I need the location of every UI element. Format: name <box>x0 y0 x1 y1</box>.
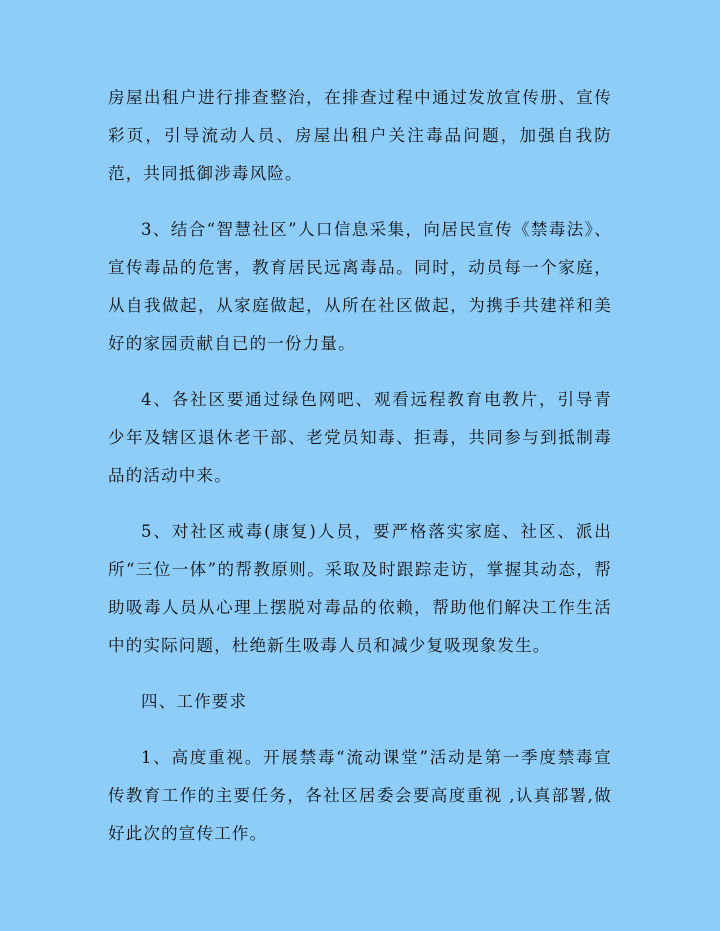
paragraph-item-3: 3、结合“智慧社区”人口信息采集，向居民宣传《禁毒法》、宣传毒品的危害，教育居民远离毒品。同时，动员每一个家庭，从自我做起，从家庭做起，从所在社区做起，为携手共建祥和美好的家园贡献自已的一份力量。 <box>108 220 612 353</box>
paragraph-item-5: 5、对社区戒毒(康复)人员，要严格落实家庭、社区、派出所“三位一体”的帮教原则。采取及时跟踪走访，掌握其动态，帮助吸毒人员从心理上摆脱对毒品的依赖，帮助他们解决工作生活中的实际问题，杜绝新生吸毒人员和减少复吸现象发生。 <box>108 522 612 655</box>
section-heading-work-requirements: 四、工作要求 <box>141 692 248 711</box>
paragraph-requirement-1: 1、高度重视。开展禁毒“流动课堂”活动是第一季度禁毒宣传教育工作的主要任务，各社区居委会要高度重视 ,认真部署,做好此次的宣传工作。 <box>108 748 612 843</box>
paragraph-continuation: 房屋出租户进行排查整治，在排查过程中通过发放宣传册、宣传彩页，引导流动人员、房屋出租户关注毒品问题，加强自我防范，共同抵御涉毒风险。 <box>108 88 612 183</box>
paragraph-item-4: 4、各社区要通过绿色网吧、观看远程教育电教片，引导青少年及辖区退休老干部、老党员知毒、拒毒，共同参与到抵制毒品的活动中来。 <box>108 390 612 485</box>
